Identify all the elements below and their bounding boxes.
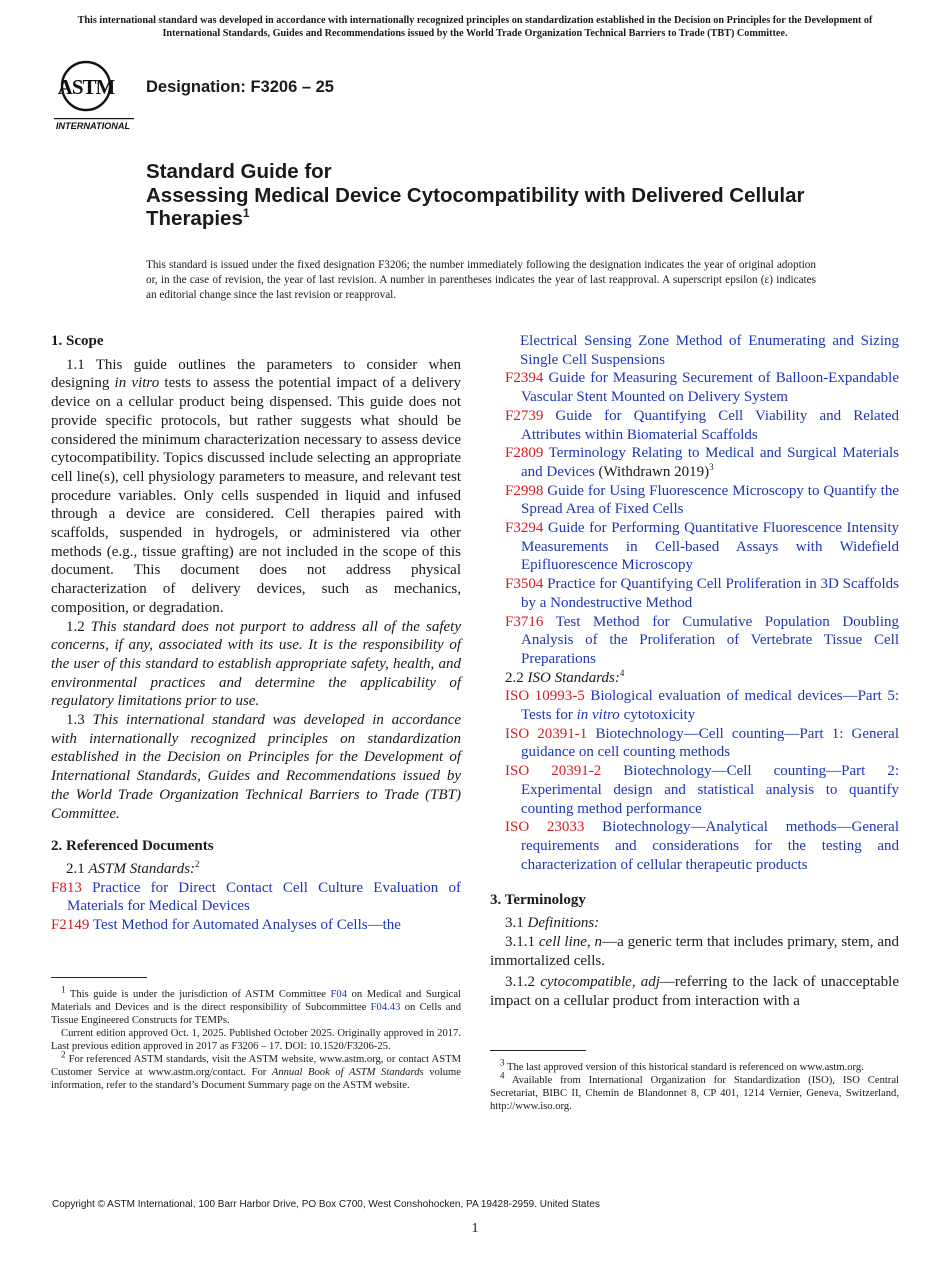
logo-subtext: INTERNATIONAL bbox=[55, 121, 131, 131]
footnote-2: $^2$ For referenced ASTM standards, visit the ASTM website, www.astm.org, or contact ASTM Customer Service at www.astm.org/contact. For Annual Book of ASTM Standards volume information, refer to the standard’s Document Summary page on the ASTM website. bbox=[51, 1049, 461, 1091]
document-title bbox=[146, 160, 846, 231]
ref-f813[interactable]: F813 Practice for Direct Contact Cell Culture Evaluation of Materials for Medical Devices bbox=[51, 879, 461, 915]
committee-link[interactable]: F04 bbox=[330, 989, 348, 1000]
right-column bbox=[490, 332, 899, 1011]
footnote-4: $^4$ Available from International Organization for Standardization (ISO), ISO Central Secretariat, BIBC II, Chemin de Blandonnet 8, CP 401, 1214 Vernier, Geneva, Switzerland, http://www.iso.org. bbox=[490, 1070, 899, 1112]
left-column bbox=[51, 332, 461, 935]
scope-heading: 1. Scope bbox=[51, 333, 104, 349]
ref-f2809[interactable]: F2809 Terminology Relating to Medical and Surgical Materials and Devices (Withdrawn 2019)$^3$ bbox=[505, 445, 899, 480]
astm-logo bbox=[52, 56, 134, 132]
footnote-rule-left bbox=[51, 977, 147, 978]
referenced-documents-heading: 2. Referenced Documents bbox=[51, 838, 214, 855]
logo-letters: ASTM bbox=[57, 75, 115, 99]
ref-f2739[interactable]: F2739 Guide for Quantifying Cell Viability and Related Attributes within Biomaterial Scaffolds bbox=[505, 407, 900, 443]
footnotes-right bbox=[490, 1057, 899, 1113]
para-3-1-1: 3.1.1 cell line, n—a generic term that includes primary, stem, and immortalized cells. bbox=[490, 933, 900, 969]
development-notice: This international standard was developed in accordance with internationally recognized principles on standardization established in the Decision on Principles for the Development of International Standards, Guides and Recommendations issued by the World Trade Organization Technical Barriers to Trade (TBT) Committee. bbox=[77, 15, 873, 39]
footnote-rule-right bbox=[490, 1050, 586, 1051]
title-footnote-mark: 1 bbox=[242, 206, 250, 221]
ref-iso-10993-5[interactable]: ISO 10993-5 Biological evaluation of medical devices—Part 5: Tests for in vitro cytotoxicity bbox=[505, 688, 900, 724]
title-line-2: Assessing Medical Device Cytocompatibility with Delivered Cellular Therapies$^1$ bbox=[146, 183, 805, 230]
footnote-1: $^1$ This guide is under the jurisdiction of ASTM Committee F04 on Medical and Surgical Materials and Devices and is the direct responsibility of Subcommittee F04.43 on Cells and Tissue Engineered Constructs for TEMPs. bbox=[51, 984, 461, 1026]
footnote-3: $^3$ The last approved version of this historical standard is referenced on www.astm.org. bbox=[500, 1057, 864, 1073]
ref-f2998[interactable]: F2998 Guide for Using Fluorescence Microscopy to Quantify the Spread Area of Fixed Cells bbox=[505, 482, 899, 518]
copyright-line: Copyright © ASTM International, 100 Barr Harbor Drive, PO Box C700, West Conshohocken, PA 19428-2959. United States bbox=[52, 1199, 600, 1210]
para-1-2: 1.2 This standard does not purport to address all of the safety concerns, if any, associated with its use. It is the responsibility of the user of this standard to establish appropriate safety, health, and environmental practices and determine the applicability of regulatory limitations prior to use. bbox=[51, 618, 461, 710]
para-3-1: 3.1 Definitions: bbox=[505, 915, 600, 932]
ref-f3716[interactable]: F3716 Test Method for Cumulative Population Doubling Analysis of the Proliferation of Vertebrate Tissue Cell Preparations bbox=[505, 613, 900, 667]
title-line-1: Standard Guide for bbox=[146, 160, 332, 183]
para-2-2: 2.2 ISO Standards:$^4$ bbox=[505, 667, 625, 686]
para-2-1: 2.1 ASTM Standards:$^2$ bbox=[66, 858, 200, 877]
ref-f3294[interactable]: F3294 Guide for Performing Quantitative Fluorescence Intensity Measurements in Cell-based Assays with Widefield Epifluorescence Microscopy bbox=[505, 520, 899, 574]
page-number: 1 bbox=[471, 1221, 479, 1236]
issuance-note: This standard is issued under the fixed designation F3206; the number immediately following the designation indicates the year of original adoption or, in the case of revision, the year of last revision. A number in parentheses indicates the year of last reapproval. A superscript epsilon (ε) indicates an editorial change since the last revision or reapproval. bbox=[146, 259, 816, 301]
footnotes-left bbox=[51, 984, 461, 1092]
ref-f3504[interactable]: F3504 Practice for Quantifying Cell Proliferation in 3D Scaffolds by a Nondestructive Method bbox=[505, 576, 899, 611]
designation: Designation: F3206 – 25 bbox=[146, 78, 334, 96]
ref-iso-20391-2[interactable]: ISO 20391-2 Biotechnology—Cell counting—Part 2: Experimental design and statistical analysis to quantify counting method performance bbox=[505, 763, 899, 817]
terminology-heading: 3. Terminology bbox=[490, 892, 586, 909]
ref-f2149[interactable]: F2149 Test Method for Automated Analyses of Cells—the bbox=[51, 917, 401, 934]
ref-iso-23033[interactable]: ISO 23033 Biotechnology—Analytical methods—General requirements and considerations for the testing and characterization of cellular therapeutic products bbox=[505, 819, 900, 873]
para-1-3: 1.3 This international standard was developed in accordance with internationally recognized principles on standardization established in the Decision on Principles for the Development of International Standards, Guides and Recommendations issued by the World Trade Organization Technical Barriers to Trade (TBT) Committee. bbox=[51, 712, 462, 822]
para-1-1: 1.1 This guide outlines the parameters to consider when designing in vitro tests to assess the potential impact of a delivery device on a cellular product being dispensed. This guide does not provide specific protocols, but rather suggests what should be considered the minimum characterization necessary to assess device cytocompatibility. Topics discussed include selecting an appropriate cell line(s), cell physiology parameters to measure, and relevant test procedure variables. Only cells suspended in liquid and infused through a device are considered. Cell therapies paired with scaffolds, suspended in hydrogels, or administered via other methods (e.g., tissue grafting) are not included in the scope of this document. This document does not address physical characterization of delivery devices, such as mechanics, composition, or degradation. bbox=[51, 356, 461, 616]
footnote-current-edition: Current edition approved Oct. 1, 2025. Published October 2025. Originally approved in 2017. Last previous edition approved in 2017 as F3206 – 17. DOI: 10.1520/F3206-25. bbox=[51, 1028, 461, 1052]
ref-f2394[interactable]: F2394 Guide for Measuring Securement of Balloon-Expandable Vascular Stent Mounted on Delivery System bbox=[505, 370, 899, 406]
ref-f2149-continued[interactable]: Electrical Sensing Zone Method of Enumerating and Sizing Single Cell Suspensions bbox=[520, 333, 899, 368]
ref-iso-20391-1[interactable]: ISO 20391-1 Biotechnology—Cell counting—Part 1: General guidance on cell counting methods bbox=[505, 725, 899, 761]
subcommittee-link[interactable]: F04.43 bbox=[370, 1002, 401, 1013]
para-3-1-2: 3.1.2 cytocompatible, adj—referring to the lack of unacceptable impact on a cellular product from interaction with a bbox=[490, 974, 900, 1009]
